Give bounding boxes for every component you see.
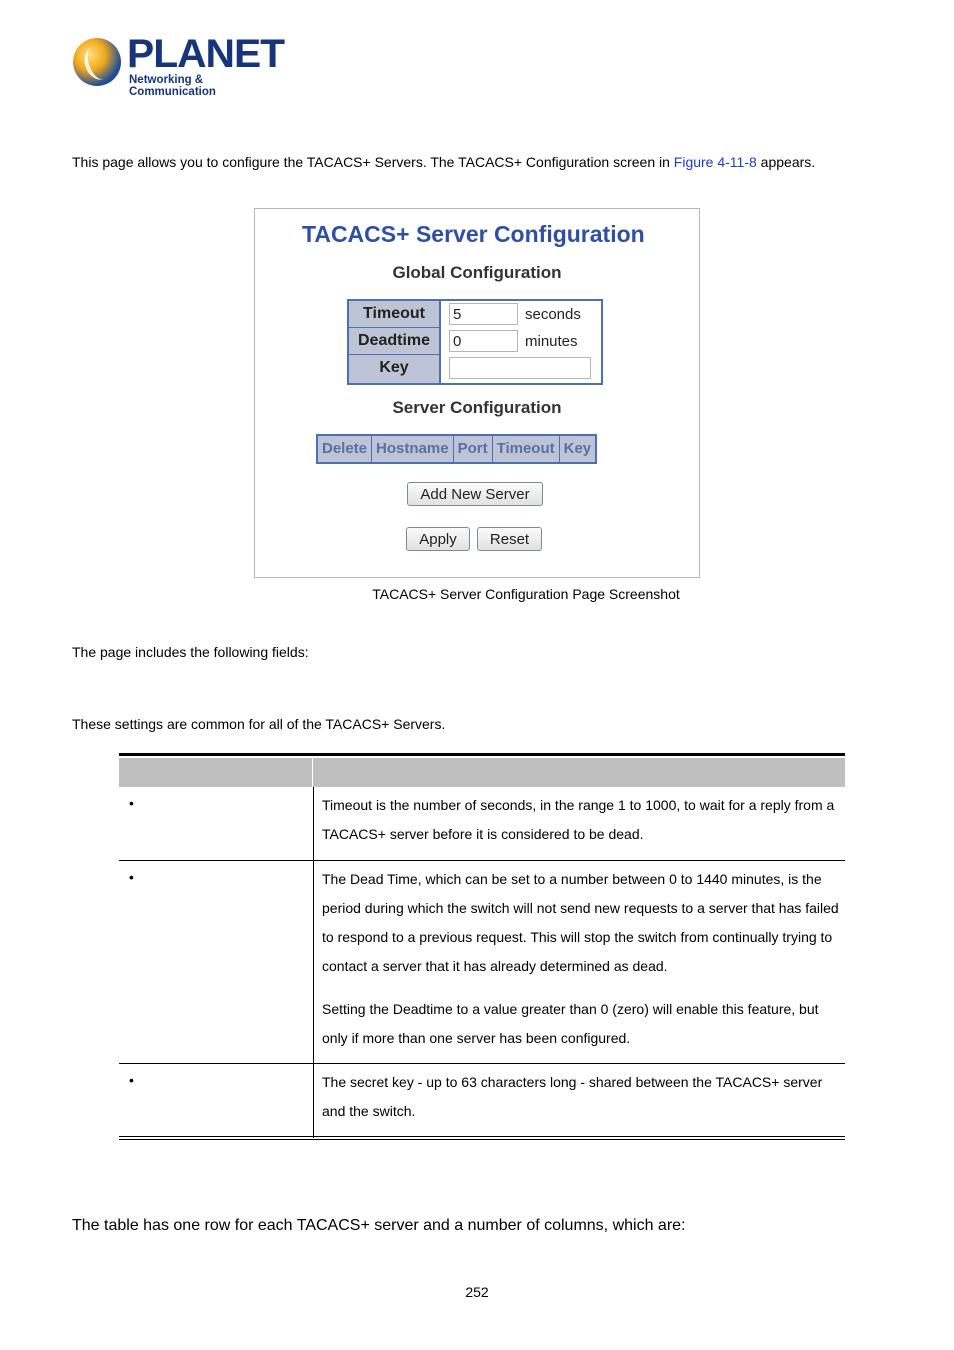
figure-caption: TACACS+ Server Configuration Page Screenshot: [372, 586, 680, 602]
row-description: [322, 1068, 842, 1126]
key-input[interactable]: [449, 357, 591, 379]
logo-tagline: Networking & Communication: [129, 74, 216, 98]
table-row: [119, 1064, 845, 1137]
table-header-row: [119, 758, 845, 787]
timeout-unit: seconds: [525, 306, 581, 323]
deadtime-label: Deadtime: [349, 328, 441, 355]
logo-brand: PLANET: [127, 32, 285, 76]
page-number: 252: [465, 1284, 489, 1300]
table-bottom-rule: [119, 1136, 845, 1137]
col-port: Port: [453, 436, 492, 462]
timeout-input[interactable]: 5: [449, 303, 518, 325]
description-text: The secret key - up to 63 characters long - shared between the TACACS+ server and the switch.: [322, 1074, 823, 1119]
table-top-rule: [119, 753, 845, 756]
row-description: [322, 791, 842, 849]
row-description: [322, 865, 842, 1053]
col-delete: Delete: [322, 440, 368, 457]
globe-icon: [73, 38, 121, 86]
table-row: [119, 861, 845, 1063]
description-text: The Dead Time, which can be set to a number between 0 to 1440 minutes, is the period during which the switch will not send new requests to a server that has failed to respond to a previous request. This will stop the switch from continually trying to contact a server that it has already determined as dead.: [322, 871, 839, 974]
add-new-server-button[interactable]: Add New Server: [407, 482, 543, 506]
col-key: Key: [559, 436, 596, 462]
config-title: TACACS+ Server Configuration: [302, 221, 645, 247]
description-text: Timeout is the number of seconds, in the range 1 to 1000, to wait for a reply from a TACACS+ server before it is considered to be dead.: [322, 797, 835, 842]
bullet: •: [129, 795, 134, 811]
server-config-heading: Server Configuration: [392, 398, 562, 417]
table-row: [119, 787, 845, 860]
deadtime-input[interactable]: 0: [449, 330, 518, 352]
col-hostname: Hostname: [371, 436, 453, 462]
bullet: •: [129, 869, 134, 885]
intro-text: This page allows you to configure the TACACS+ Servers. The TACACS+ Configuration screen in: [72, 154, 674, 170]
common-note: These settings are common for all of the TACACS+ Servers.: [72, 716, 446, 732]
intro-text-end: appears.: [756, 154, 816, 170]
timeout-label: Timeout: [349, 301, 441, 328]
fields-intro: The page includes the following fields:: [72, 644, 309, 660]
key-label: Key: [349, 355, 441, 383]
global-config-table: [347, 299, 603, 385]
deadtime-unit: minutes: [525, 333, 578, 350]
reset-button[interactable]: Reset: [477, 527, 542, 551]
figure-link[interactable]: Figure 4-11-8: [673, 154, 757, 170]
global-config-heading: Global Configuration: [392, 263, 562, 282]
screenshot-figure: [254, 208, 700, 578]
table-note: The table has one row for each TACACS+ server and a number of columns, which are:: [72, 1217, 686, 1234]
planet-logo: [73, 32, 285, 98]
intro-paragraph: [72, 153, 892, 171]
description-text: Setting the Deadtime to a value greater than 0 (zero) will enable this feature, but only if more than one server has been configured.: [322, 1001, 819, 1046]
table-bottom-rule: [119, 1139, 845, 1140]
server-config-table-header: [316, 434, 597, 464]
apply-button[interactable]: Apply: [406, 527, 470, 551]
bullet: •: [129, 1072, 134, 1088]
col-timeout: Timeout: [492, 436, 559, 462]
